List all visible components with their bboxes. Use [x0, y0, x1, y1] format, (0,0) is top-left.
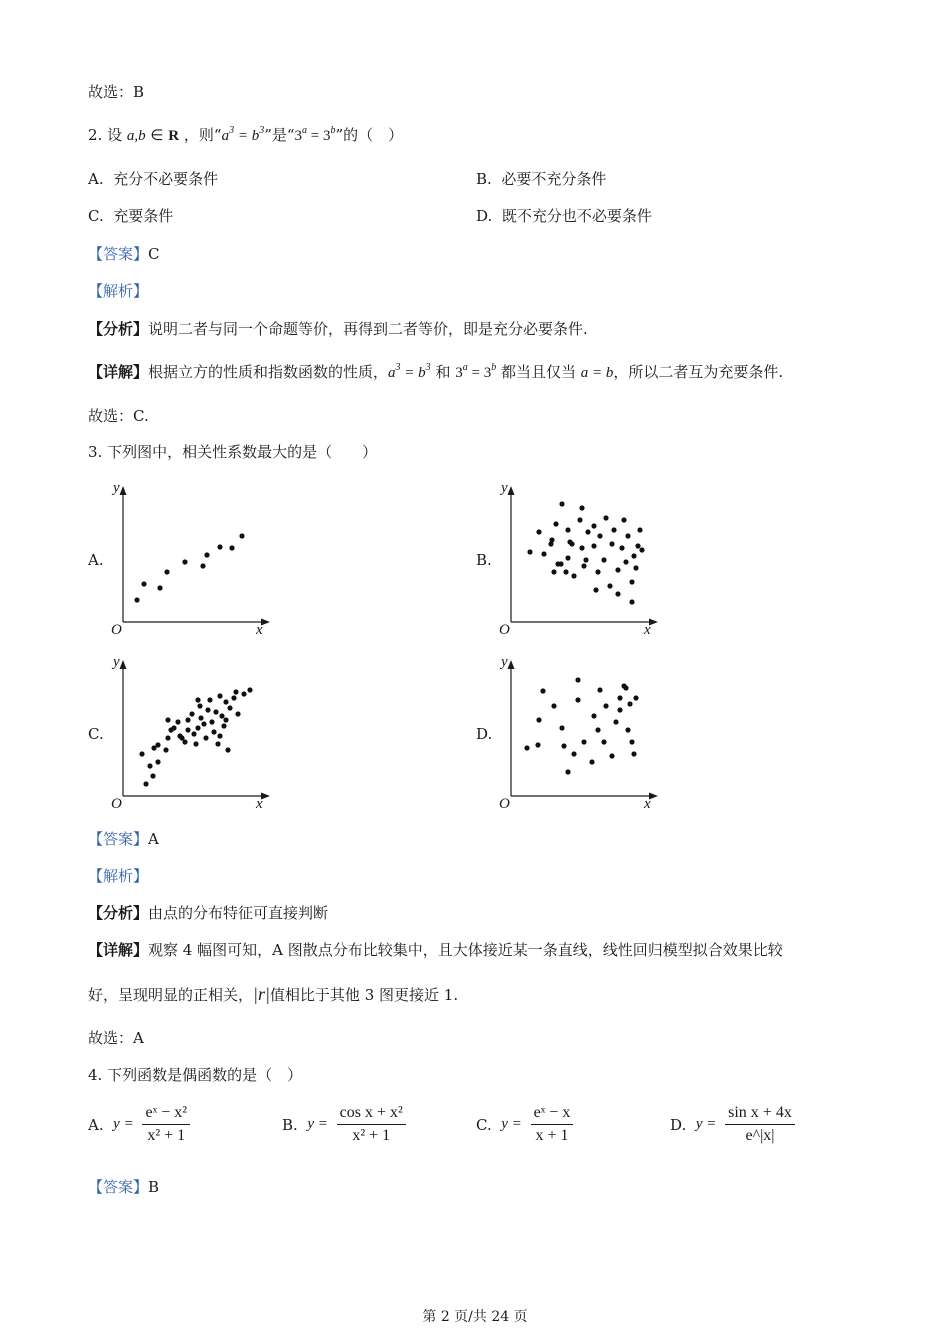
q2-xiangjie [88, 362, 783, 383]
plot-d-point [559, 725, 564, 730]
plot-c-point [233, 689, 238, 694]
plot-c-point [195, 697, 200, 702]
plot-c-axis-arrows [120, 660, 271, 800]
plot-d-axes [511, 666, 652, 796]
q4-option-a-fraction [142, 1104, 190, 1145]
q2-answer [88, 244, 160, 264]
plot-b-point [633, 565, 638, 570]
plot-b-point [609, 541, 614, 546]
plot-c-point [165, 717, 170, 722]
plot-c-point [151, 745, 156, 750]
plot-b-point [625, 533, 630, 538]
plot-c-point [195, 725, 200, 730]
q4-option-d-lhs: y = [695, 1116, 717, 1132]
plot-b-point [581, 563, 586, 568]
q2-xiangjie-cubes: $a^3 = b^3$ [388, 362, 431, 381]
plot-b-point [536, 529, 541, 534]
plot-c-point [179, 735, 184, 740]
plot-d-point [617, 707, 622, 712]
q2-xiangjie-text-3: ，所以二者互为充要条件. [613, 363, 784, 381]
plot-d-point [595, 727, 600, 732]
plot-b-point [607, 583, 612, 588]
plot-c-point [175, 719, 180, 724]
plot-d-point [627, 701, 632, 706]
plot-d-point [551, 703, 556, 708]
plot-c-point [139, 751, 144, 756]
q4-stem: 4. 下列函数是偶函数的是（ ） [88, 1066, 303, 1084]
plot-a-point [182, 559, 187, 564]
plot-b-point [555, 561, 560, 566]
plot-b-point [595, 569, 600, 574]
scatter-plot-d [496, 650, 666, 812]
plot-c-point [150, 773, 155, 778]
plot-b-point [619, 545, 624, 550]
q3-xiangjie-tag: 【详解】 [88, 941, 149, 959]
q2-xiangjie-tag: 【详解】 [88, 363, 149, 381]
plot-d-point [575, 697, 580, 702]
plot-a-axis-label-y: y [113, 480, 120, 496]
q2-answer-value: C [148, 245, 160, 263]
q2-option-b-label: B. [476, 170, 492, 188]
plot-d-axis-label-o: O [499, 796, 510, 812]
q2-xiangjie-text-1: 根据立方的性质和指数函数的性质， [148, 363, 389, 381]
plot-b-point [549, 537, 554, 542]
q3-answer-tag: 【答案】 [88, 830, 149, 848]
plot-b-point [577, 517, 582, 522]
q4-answer [88, 1177, 159, 1197]
plot-b-point [565, 527, 570, 532]
plot-c-point [227, 705, 232, 710]
plot-c-axis-label-o: O [111, 796, 122, 812]
scatter-plot-c [108, 650, 278, 812]
plot-c-point [215, 741, 220, 746]
q4-option-d-numerator: sin x + 4x [725, 1104, 795, 1125]
q2-option-a [88, 169, 218, 189]
plot-b-point [585, 529, 590, 534]
q4-option-c-denominator: x + 1 [535, 1127, 569, 1144]
q2-stem-text-2: ，则“ [183, 126, 222, 144]
plot-d-point [524, 745, 529, 750]
plot-c-point [198, 715, 203, 720]
q2-option-c-text: 充要条件 [113, 207, 174, 225]
plot-d-point [625, 727, 630, 732]
q3-xiangjie-line-2 [88, 984, 458, 1005]
plot-b-point [601, 557, 606, 562]
plot-a-point [204, 552, 209, 557]
plot-b-point [639, 547, 644, 552]
plot-c-point [219, 713, 224, 718]
plot-c-point [207, 697, 212, 702]
q2-real-set: R [168, 128, 180, 144]
q2-fenxi [88, 319, 588, 339]
plot-c-point [185, 727, 190, 732]
q3-fenxi-text: 由点的分布特征可直接判断 [148, 904, 329, 922]
plot-b-point [565, 555, 570, 560]
q2-fenxi-text: 说明二者与同一个命题等价，再得到二者等价，即是充分必要条件. [148, 320, 588, 338]
q4-answer-value: B [148, 1178, 160, 1196]
plot-a-axis-arrows [120, 486, 271, 626]
plot-a-axes [123, 492, 264, 622]
plot-b-point [631, 553, 636, 558]
q4-option-a-numerator: eˣ − x² [142, 1104, 190, 1125]
plot-d-point [535, 742, 540, 747]
q2-stem-text-1: 设 [107, 126, 123, 144]
q4-option-a-denominator: x² + 1 [147, 1127, 186, 1144]
q4-option-b-label: B. [282, 1115, 298, 1134]
q2-option-b-text: 必要不充分条件 [501, 170, 607, 188]
q2-option-d-label: D. [476, 207, 493, 225]
plot-b-point [559, 501, 564, 506]
q2-option-c-label: C. [88, 207, 104, 225]
plot-b-point [637, 527, 642, 532]
q4-option-c-lhs: y = [501, 1116, 522, 1132]
q2-option-d [476, 206, 652, 226]
plot-c-point [193, 741, 198, 746]
plot-b-point [615, 591, 620, 596]
plot-d-point [581, 739, 586, 744]
q2-option-c [88, 206, 173, 226]
q3-final: 故选：A [88, 1029, 144, 1047]
plot-d-point [613, 719, 618, 724]
q4-option-b-lhs: y = [307, 1116, 328, 1132]
q2-stem-text-3: ”是“ [264, 126, 295, 144]
plot-c-point [235, 711, 240, 716]
q4-option-b [282, 1104, 406, 1145]
q4-option-a-label: A. [88, 1115, 104, 1134]
plot-b-point [571, 573, 576, 578]
q3-fenxi-tag: 【分析】 [88, 904, 149, 922]
q3-answer-value: A [148, 830, 159, 848]
plot-b-point [551, 569, 556, 574]
q3-plot-b-label: B. [476, 551, 492, 569]
plot-d-axis-label-x: x [644, 796, 651, 812]
q2-option-a-label: A. [88, 170, 104, 188]
q3-jiexi-tag: 【解析】 [88, 867, 149, 885]
q2-stem [88, 125, 403, 146]
q3-xiangjie-text-2a: 好，呈现明显的正相关， [88, 986, 254, 1004]
plot-c-point [205, 707, 210, 712]
q4-option-a [88, 1104, 190, 1145]
plot-b-point [621, 517, 626, 522]
plot-d-point [633, 695, 638, 700]
plot-a-axis-label-o: O [111, 622, 122, 638]
q2-stem-text-4: ”的（ ） [335, 126, 404, 144]
plot-d-point [597, 687, 602, 692]
plot-b-point [527, 549, 532, 554]
plot-a-point [157, 585, 162, 590]
q4-option-a-lhs: y = [113, 1116, 134, 1132]
q2-jiexi-tag: 【解析】 [88, 282, 149, 300]
q4-answer-tag: 【答案】 [88, 1178, 149, 1196]
q4-option-b-denominator: x² + 1 [352, 1127, 391, 1144]
plot-c-point [231, 695, 236, 700]
q3-xiangjie-line-1 [88, 940, 783, 960]
plot-c-point [191, 731, 196, 736]
plot-a-point [164, 569, 169, 574]
plot-c-point [209, 719, 214, 724]
q4-option-c [476, 1104, 573, 1145]
plot-a-point [229, 545, 234, 550]
plot-d-point [571, 751, 576, 756]
plot-c-axis-label-x: x [256, 796, 263, 812]
plot-d-point [617, 695, 622, 700]
plot-a-axis-label-x: x [256, 622, 263, 638]
scatter-plot-b [496, 476, 666, 638]
plot-d-point [609, 753, 614, 758]
plot-b-point [563, 569, 568, 574]
plot-b-point [553, 521, 558, 526]
q4-option-d-fraction [725, 1104, 795, 1145]
plot-c-point [223, 717, 228, 722]
plot-b-point [541, 551, 546, 556]
plot-d-axis-label-y: y [501, 654, 508, 670]
plot-c-point [211, 729, 216, 734]
plot-c-point [155, 759, 160, 764]
plot-b-point [593, 587, 598, 592]
plot-b-point [635, 543, 640, 548]
q3-xiangjie-text-2b: 值相比于其他 3 图更接近 1. [269, 986, 459, 1004]
plot-b-point [591, 543, 596, 548]
q4-option-b-numerator: cos x + x² [337, 1104, 406, 1125]
plot-b-point [583, 557, 588, 562]
plot-b-point [615, 567, 620, 572]
plot-d-point [621, 683, 626, 688]
plot-b-point [579, 505, 584, 510]
q4-option-c-numerator: eˣ − x [531, 1104, 574, 1125]
q2-final: 故选：C. [88, 407, 149, 425]
plot-d-point [591, 713, 596, 718]
plot-b-point [611, 527, 616, 532]
plot-c-point [163, 747, 168, 752]
plot-c-point [143, 781, 148, 786]
plot-c-point [217, 733, 222, 738]
q2-xiangjie-and: 和 [435, 363, 451, 381]
q3-plot-d-label: D. [476, 725, 493, 743]
plot-d-point [629, 739, 634, 744]
q3-stem: 3. 下列图中，相关性系数最大的是（ ） [88, 443, 378, 461]
q2-fenxi-tag: 【分析】 [88, 320, 149, 338]
plot-b-axis-label-x: x [644, 622, 651, 638]
plot-c-axis-label-y: y [113, 654, 120, 670]
plot-d-axis-arrows [508, 660, 659, 800]
plot-d-point [575, 677, 580, 682]
plot-c-point [241, 691, 246, 696]
q2-condition-cubes: $a^3 = b^3$ [221, 125, 265, 144]
page-footer: 第 2 页/共 24 页 [422, 1309, 528, 1325]
plot-c-point [165, 735, 170, 740]
q4-option-b-fraction [337, 1104, 406, 1145]
q4-option-d [670, 1104, 795, 1145]
q3-plot-a-label: A. [88, 551, 104, 569]
plot-a-point [217, 544, 222, 549]
plot-d-point [536, 717, 541, 722]
plot-b-point [569, 541, 574, 546]
q2-number: 2. [88, 126, 103, 144]
q2-answer-tag: 【答案】 [88, 245, 149, 263]
q2-option-d-text: 既不充分也不必要条件 [501, 207, 652, 225]
plot-b-point [591, 523, 596, 528]
plot-d-point [561, 743, 566, 748]
previous-answer-line: 故选：B [88, 83, 145, 101]
plot-b-point [629, 579, 634, 584]
q2-option-b [476, 169, 606, 189]
plot-c-axes [123, 666, 264, 796]
plot-a-point [200, 563, 205, 568]
plot-b-axis-label-o: O [499, 622, 510, 638]
q4-option-d-denominator: e^|x| [745, 1127, 775, 1144]
plot-a-point [239, 533, 244, 538]
plot-c-point [225, 747, 230, 752]
plot-d-point [601, 739, 606, 744]
plot-d-point [603, 703, 608, 708]
plot-d-point [540, 688, 545, 693]
q2-xiangjie-text-2: 都当且仅当 [500, 363, 576, 381]
plot-c-point [247, 687, 252, 692]
plot-c-point [171, 725, 176, 730]
q4-option-c-fraction [531, 1104, 574, 1145]
plot-d-point [565, 769, 570, 774]
plot-c-point [201, 721, 206, 726]
plot-b-point [623, 559, 628, 564]
q3-xiangjie-text-1: 观察 4 幅图可知，A 图散点分布比较集中，且大体接近某一条直线，线性回归模型拟合效果比较 [148, 941, 783, 959]
q2-vars: a,b [126, 128, 146, 144]
scatter-plot-a [108, 476, 278, 638]
q2-condition-powers: $3^a = 3^b$ [294, 125, 336, 144]
plot-b-point [579, 545, 584, 550]
plot-a-point [134, 597, 139, 602]
q2-in-symbol: ∈ [150, 128, 164, 144]
plot-d-point [589, 759, 594, 764]
q3-answer [88, 829, 159, 849]
plot-b-point [629, 599, 634, 604]
q2-option-a-text: 充分不必要条件 [113, 170, 219, 188]
plot-c-point [217, 693, 222, 698]
q2-xiangjie-powers: $3^a = 3^b$ [455, 362, 497, 381]
q3-fenxi [88, 903, 328, 923]
q2-xiangjie-equation: a = b [580, 365, 614, 381]
plot-b-point [597, 533, 602, 538]
plot-c-point [189, 711, 194, 716]
q4-option-d-label: D. [670, 1115, 687, 1134]
plot-c-point [203, 735, 208, 740]
plot-d-point [631, 751, 636, 756]
plot-c-point [221, 723, 226, 728]
plot-a-point [141, 581, 146, 586]
plot-c-point [147, 763, 152, 768]
plot-c-point [185, 717, 190, 722]
plot-c-point [197, 703, 202, 708]
q4-option-c-label: C. [476, 1115, 492, 1134]
plot-b-point [603, 515, 608, 520]
plot-c-point [213, 709, 218, 714]
q3-plot-c-label: C. [88, 725, 104, 743]
q3-abs-r: |r| [253, 984, 270, 1004]
plot-b-axis-label-y: y [501, 480, 508, 496]
plot-c-point [223, 699, 228, 704]
